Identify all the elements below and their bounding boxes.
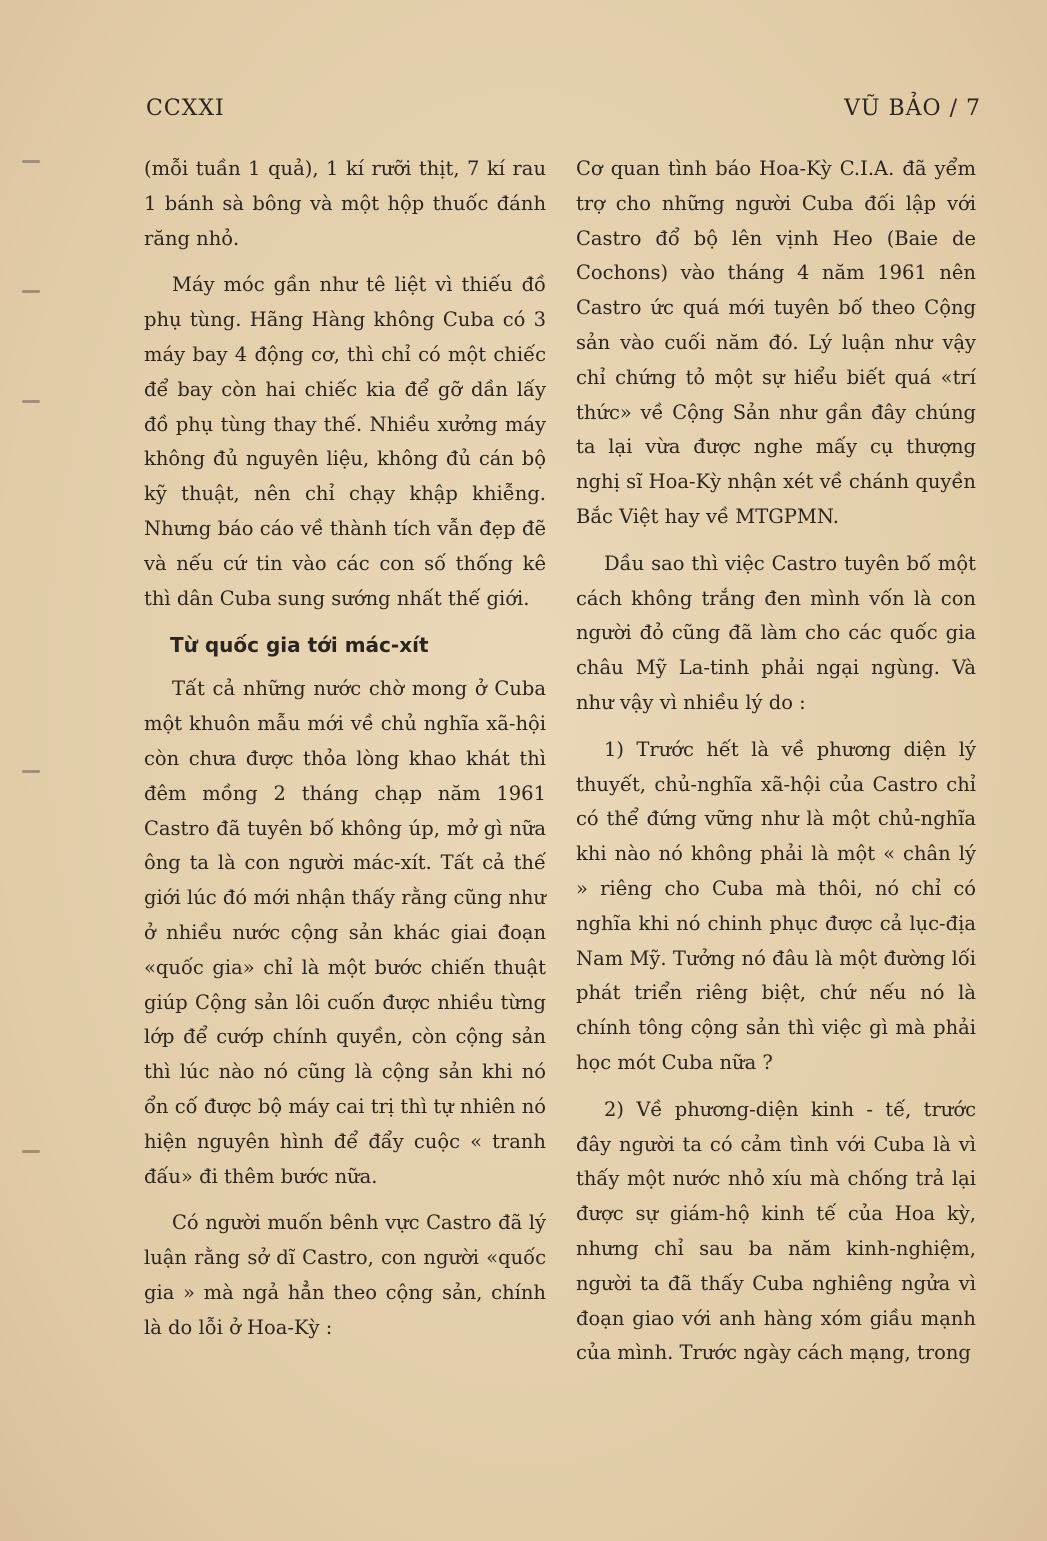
paragraph: 2) Về phương-diện kinh - tế, trước đây người ta có cảm tình với Cuba là vì thấy một nước nhỏ xíu mà chống trả lại được sự giám-hộ kinh tế của Hoa kỳ, nhưng chỉ sau ba năm kinh-nghiệm, người ta đã thấy Cuba nghiêng ngửa vì đoạn giao với anh hàng xóm giầu mạnh của mình. Trước ngày cách mạng, trong: [576, 1097, 976, 1365]
paragraph: 1) Trước hết là về phương diện lý thuyết, chủ-nghĩa xã-hội của Castro chỉ có thể đứng vững như là một chủ-nghĩa khi nào nó không phải là một « chân lý » riêng cho Cuba mà thôi, nó chỉ có nghĩa khi nó chinh phục được cả lục-địa Nam Mỹ. Tưởng nó đâu là một đường lối phát triển riêng biệt, chứ nếu nó là chính tông cộng sản thì việc gì mà phải học mót Cuba nữa ?: [576, 737, 976, 1074]
margin-mark: [22, 400, 40, 403]
paragraph: (mỗi tuần 1 quả), 1 kí rưỡi thịt, 7 kí rau 1 bánh sà bông và một hộp thuốc đánh răng nhỏ.: [144, 157, 546, 250]
margin-mark: [22, 160, 40, 163]
left-column: [144, 152, 546, 1358]
margin-mark: [22, 770, 40, 773]
paragraph: Máy móc gần như tê liệt vì thiếu đồ phụ tùng. Hãng Hàng không Cuba có 3 máy bay 4 động cơ, thì chỉ có một chiếc để bay còn hai chiếc kia để gỡ dần lấy đồ phụ tùng thay thế. Nhiều xưởng máy không đủ nguyên liệu, không đủ cán bộ kỹ thuật, nên chỉ chạy khập khiễng. Nhưng báo cáo về thành tích vẫn đẹp đẽ và nếu cứ tin vào các con số thống kê thì dân Cuba sung sướng nhất thế giới.: [144, 273, 546, 610]
right-column: [576, 152, 976, 1383]
paragraph: Tất cả những nước chờ mong ở Cuba một khuôn mẫu mới về chủ nghĩa xã-hội còn chưa được thỏa lòng khao khát thì đêm mồng 2 tháng chạp năm 1961 Castro đã tuyên bố không úp, mở gì nữa ông ta là con người mác-xít. Tất cả thế giới lúc đó mới nhận thấy rằng cũng như ở nhiều nước cộng sản khác giai đoạn «quốc gia» chỉ là một bước chiến thuật giúp Cộng sản lôi cuốn được nhiều từng lớp để cướp chính quyền, còn cộng sản thì lúc nào nó cũng là cộng sản khi nó ổn cố được bộ máy cai trị thì tự nhiên nó hiện nguyên hình để đẩy cuộc « tranh đấu» đi thêm bước nữa.: [144, 677, 546, 1188]
running-header-right: VŨ BẢO / 7: [844, 96, 981, 121]
paragraph: Có người muốn bênh vực Castro đã lý luận rằng sở dĩ Castro, con người «quốc gia » mà ngả hẳn theo cộng sản, chính là do lỗi ở Hoa-Kỳ :: [144, 1211, 546, 1339]
section-heading: Từ quốc gia tới mác-xít: [170, 633, 429, 658]
margin-mark: [22, 1150, 40, 1153]
paragraph: Cơ quan tình báo Hoa-Kỳ C.I.A. đã yểm trợ cho những người Cuba đối lập với Castro đổ bộ lên vịnh Heo (Baie de Cochons) vào tháng 4 năm 1961 nên Castro ức quá mới tuyên bố theo Cộng sản vào cuối năm đó. Lý luận như vậy chỉ chứng tỏ một sự hiểu biết quá «trí thức» về Cộng Sản như gần đây chúng ta lại vừa được nghe mấy cụ thượng nghị sĩ Hoa-Kỳ nhận xét về chánh quyền Bắc Việt hay về MTGPMN.: [576, 157, 976, 528]
margin-mark: [22, 290, 40, 293]
paragraph: Dầu sao thì việc Castro tuyên bố một cách không trắng đen mình vốn là con người đỏ cũng đã làm cho các quốc gia châu Mỹ La-tinh phải ngại ngùng. Và như vậy vì nhiều lý do :: [576, 551, 976, 714]
running-header-left: CCXXI: [146, 96, 225, 121]
